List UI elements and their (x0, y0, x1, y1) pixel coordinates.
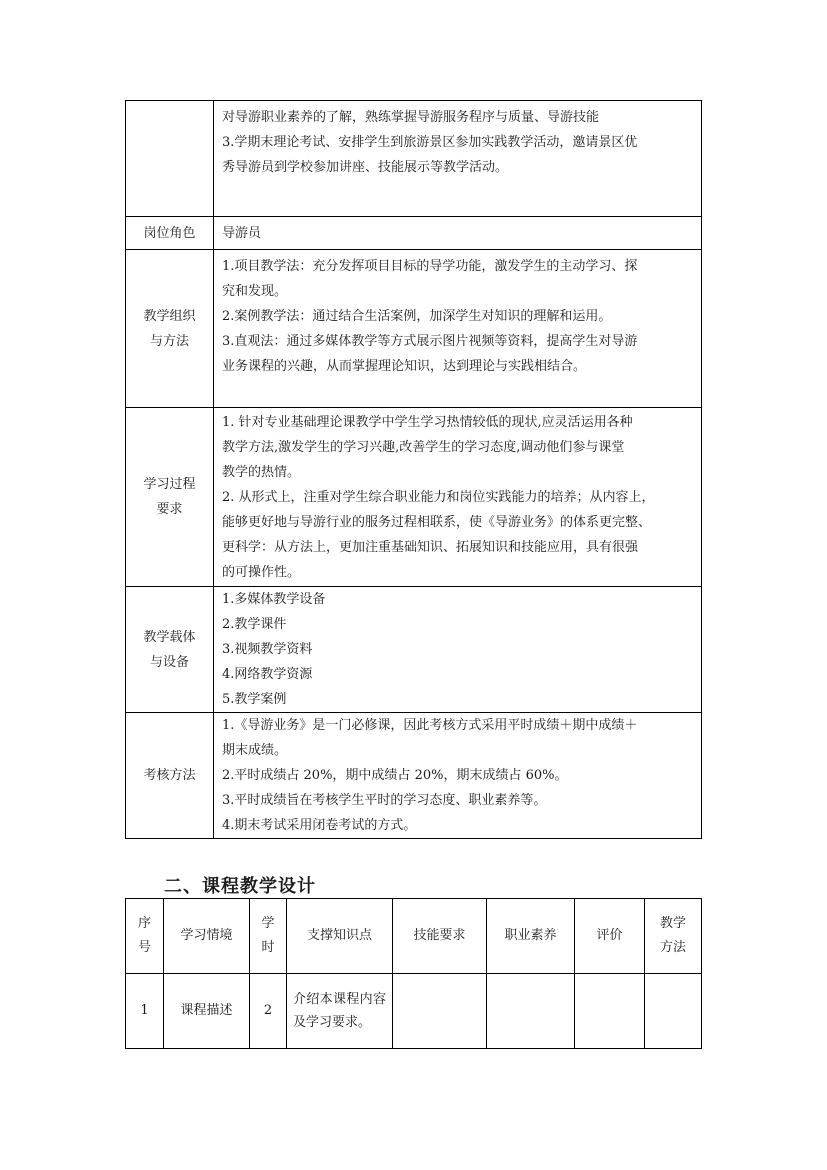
role-label: 岗位角色 (126, 217, 214, 250)
label-line: 要求 (156, 502, 183, 517)
header-skills: 技能要求 (393, 899, 487, 974)
text-line: 秀导游员到学校参加讲座、技能展示等教学活动。 (222, 160, 509, 175)
header-situation: 学习情境 (164, 899, 250, 974)
text-line: 1.多媒体教学设备 (222, 592, 326, 607)
text-line: 教学的热情。 (222, 464, 301, 480)
assessment-label: 考核方法 (126, 713, 214, 839)
table-row (126, 587, 702, 713)
text-line: 2.案例教学法：通过结合生活案例，加深学生对知识的理解和运用。 (222, 309, 612, 324)
header-evaluation: 评价 (575, 899, 645, 974)
header-line: 号 (137, 940, 151, 955)
text-line: 2.平时成绩占 20%，期中成绩占 20%，期末成绩占 60%。 (222, 768, 568, 783)
methods-content (214, 250, 702, 408)
cell-situation: 课程描述 (164, 974, 250, 1049)
text-line: 究和发现。 (222, 284, 288, 299)
text-line: 3.直观法：通过多媒体教学等方式展示图片视频等资料，提高学生对导游 (222, 334, 638, 349)
cell-seq: 1 (126, 974, 164, 1049)
text-line: 3.视频教学资料 (222, 642, 313, 657)
course-design-table (125, 898, 702, 1049)
table-header-row (126, 899, 702, 974)
cell-method (645, 974, 702, 1049)
text-line: 1.项目教学法：充分发挥项目目标的导学功能，激发学生的主动学习、探 (222, 259, 638, 274)
text-line: 教学方法,激发学生的学习兴趣,改善学生的学习态度,调动他们参与课堂 (222, 439, 625, 455)
header-seq (126, 899, 164, 974)
text-line: 2.教学课件 (222, 617, 287, 632)
row-label (126, 101, 214, 217)
header-line: 方法 (659, 940, 686, 955)
text-line: 能够更好地与导游行业的服务过程相联系，使《导游业务》的体系更完整、 (222, 514, 652, 530)
text-line: 1. 针对专业基础理论课教学中学生学习热情较低的现状,应灵活运用各种 (222, 414, 633, 430)
text-line: 对导游职业素养的了解，熟练掌握导游服务程序与质量、导游技能 (222, 110, 600, 125)
table-row (126, 101, 702, 217)
table-row (126, 713, 702, 839)
label-line: 与方法 (149, 333, 189, 349)
requirements-cell (214, 101, 702, 217)
text-line: 3.平时成绩旨在考核学生平时的学习态度、职业素养等。 (222, 793, 547, 808)
table-row (126, 217, 702, 250)
label-line: 教学载体 (143, 629, 196, 645)
header-line: 学 (261, 916, 275, 931)
text-line: 3.学期末理论考试、安排学生到旅游景区参加实践教学活动，邀请景区优 (222, 135, 638, 150)
methods-label (126, 250, 214, 408)
header-line: 教学 (659, 916, 686, 931)
text-line: 业务课程的兴趣，从而掌握理论知识，达到理论与实践相结合。 (222, 359, 587, 374)
process-content (214, 408, 702, 587)
header-line: 时 (261, 940, 275, 955)
header-line: 序 (137, 916, 151, 931)
text-line: 4.网络教学资源 (222, 667, 313, 682)
text-line: 5.教学案例 (222, 692, 287, 707)
table-row (126, 250, 702, 408)
cell-evaluation (575, 974, 645, 1049)
cell-skills (393, 974, 487, 1049)
process-label (126, 408, 214, 587)
course-info-table (125, 100, 702, 839)
text-line: 4.期末考试采用闭卷考试的方式。 (222, 818, 417, 833)
equipment-content (214, 587, 702, 713)
header-hours (250, 899, 287, 974)
label-line: 学习过程 (143, 477, 196, 492)
text-line: 2. 从形式上，注重对学生综合职业能力和岗位实践能力的培养；从内容上， (222, 489, 655, 505)
cell-knowledge: 介绍本课程内容及学习要求。 (287, 974, 393, 1049)
header-literacy: 职业素养 (487, 899, 575, 974)
equipment-label (126, 587, 214, 713)
header-method (645, 899, 702, 974)
role-value: 导游员 (214, 217, 702, 250)
table-row (126, 974, 702, 1049)
header-knowledge: 支撑知识点 (287, 899, 393, 974)
text-line: 更科学：从方法上，更加注重基础知识、拓展知识和技能应用，具有很强 (222, 539, 639, 555)
text-line: 的可操作性。 (222, 564, 301, 580)
cell-hours: 2 (250, 974, 287, 1049)
text-line: 1.《导游业务》是一门必修课，因此考核方式采用平时成绩＋期中成绩＋ (222, 718, 638, 733)
label-line: 与设备 (149, 654, 189, 670)
text-line: 期末成绩。 (222, 743, 288, 758)
cell-literacy (487, 974, 575, 1049)
assessment-content (214, 713, 702, 839)
label-line: 教学组织 (143, 308, 196, 324)
table-row (126, 408, 702, 587)
section-heading: 二、课程教学设计 (164, 876, 316, 897)
